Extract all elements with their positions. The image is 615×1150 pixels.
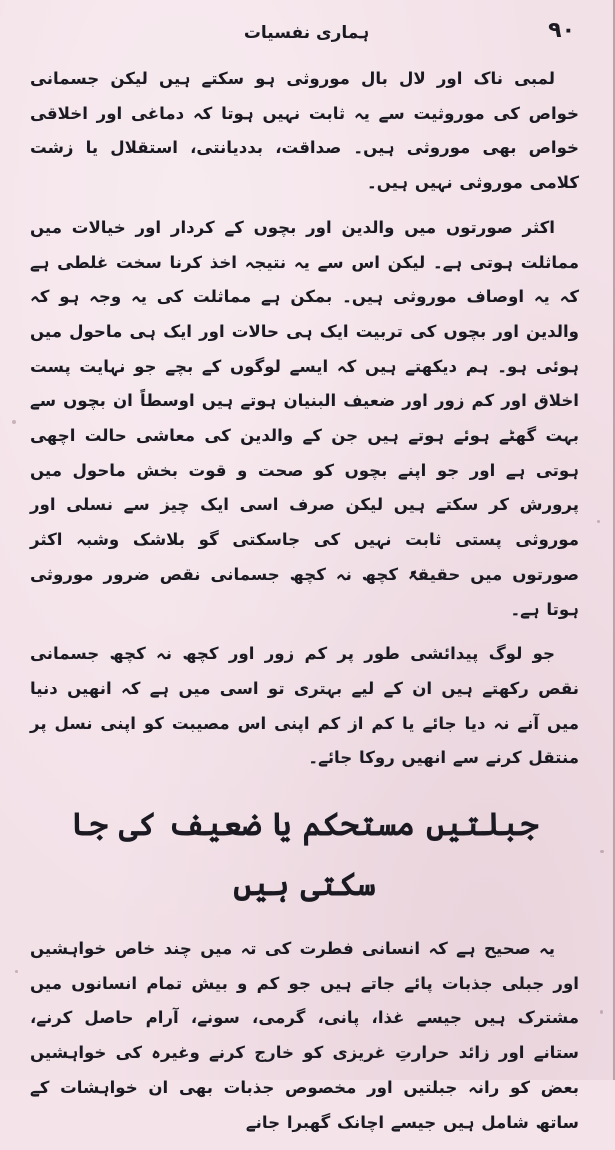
- page-body: [30, 62, 579, 1150]
- page-header: [30, 12, 583, 52]
- section-heading: جبلتیں مستحکم یا ضعیف کی جا سکتی ہیں: [70, 805, 539, 904]
- paragraph-parents-children: اکثر صورتوں میں والدین اور بچوں کے کردار اور خیالات میں مماثلت ہوتی ہے۔ لیکن اس سے یہ نتیجہ اخذ کرنا سخت غلطی ہے کہ یہ اوصاف موروثی ہیں۔ بمکن ہے مماثلت کی یہ وجہ ہو کہ والدین اور بچوں کی تربیت ایک ہی حالات اور ایک ہی ماحول میں ہوئی ہو۔ ہم دیکھتے ہیں کہ ایسے لوگوں کے بچے جو نہایت پست اخلاق اور کم زور اور ضعیف البنیان ہوتے ہیں اوسطاً ان بچوں سے بہت گھٹے ہوئے ہوتے ہیں جن کے والدین کی معاشی حالت اچھی ہوتی ہے اور جو اپنے بچوں کو صحت و قوت بخش ماحول میں پرورش کر سکتے ہیں لیکن صرف اسی ایک چیز سے نسلی اور موروثی پستی ثابت نہیں کی جاسکتی گو بلاشک وشبہ اکثر صورتوں میں حقیقۃً کچھ نہ کچھ جسمانی نقص ضرور موروثی ہوتا ہے۔: [30, 217, 579, 619]
- running-title: ہماری نفسیات: [243, 23, 370, 43]
- paper-speck: [15, 970, 18, 973]
- paragraph-congenital-defects: جو لوگ پیدائشی طور پر کم زور اور کچھ نہ کچھ جسمانی نقص رکھتے ہیں ان کے لیے بہتری تو اسی میں ہے کہ انھیں دنیا میں آنے نہ دیا جائے یا کم از کم اپنی اس مصیبت کو اپنی نسل پر منتقل کرنے سے انھیں روکا جائے۔: [30, 644, 579, 768]
- paragraph-heredity: لمبی ناک اور لال بال موروثی ہو سکتے ہیں لیکن جسمانی خواص کی موروثیت سے یہ ثابت نہیں ہوتا کہ دماغی اور اخلاقی خواص بھی موروثی ہیں۔ صداقت، بددیانتی، استقلال یا زشت کلامی موروثی نہیں ہیں۔: [30, 69, 579, 193]
- paper-speck: [600, 850, 604, 853]
- paper-speck: [597, 520, 600, 523]
- paper-speck: [600, 1010, 603, 1014]
- page-number: ۹۰: [548, 18, 575, 43]
- paragraph-instincts: یہ صحیح ہے کہ انسانی فطرت کی تہ میں چند خاص خواہشیں اور جبلی جذبات پائے جاتے ہیں جو کم و بیش تمام انسانوں میں مشترک ہیں جیسے غذا، پانی، گرمی، سونے، آرام حاصل کرنے، ستانے اور زائد حرارتِ غریزی کو خارج کرنے وغیرہ کی خواہشیں بعض کو رانہ جبلتیں اور مخصوص جذبات بھی ان خواہشات کے ساتھ شامل ہیں جیسے اچانک گھبرا جانے: [30, 939, 579, 1132]
- paper-speck: [12, 420, 16, 424]
